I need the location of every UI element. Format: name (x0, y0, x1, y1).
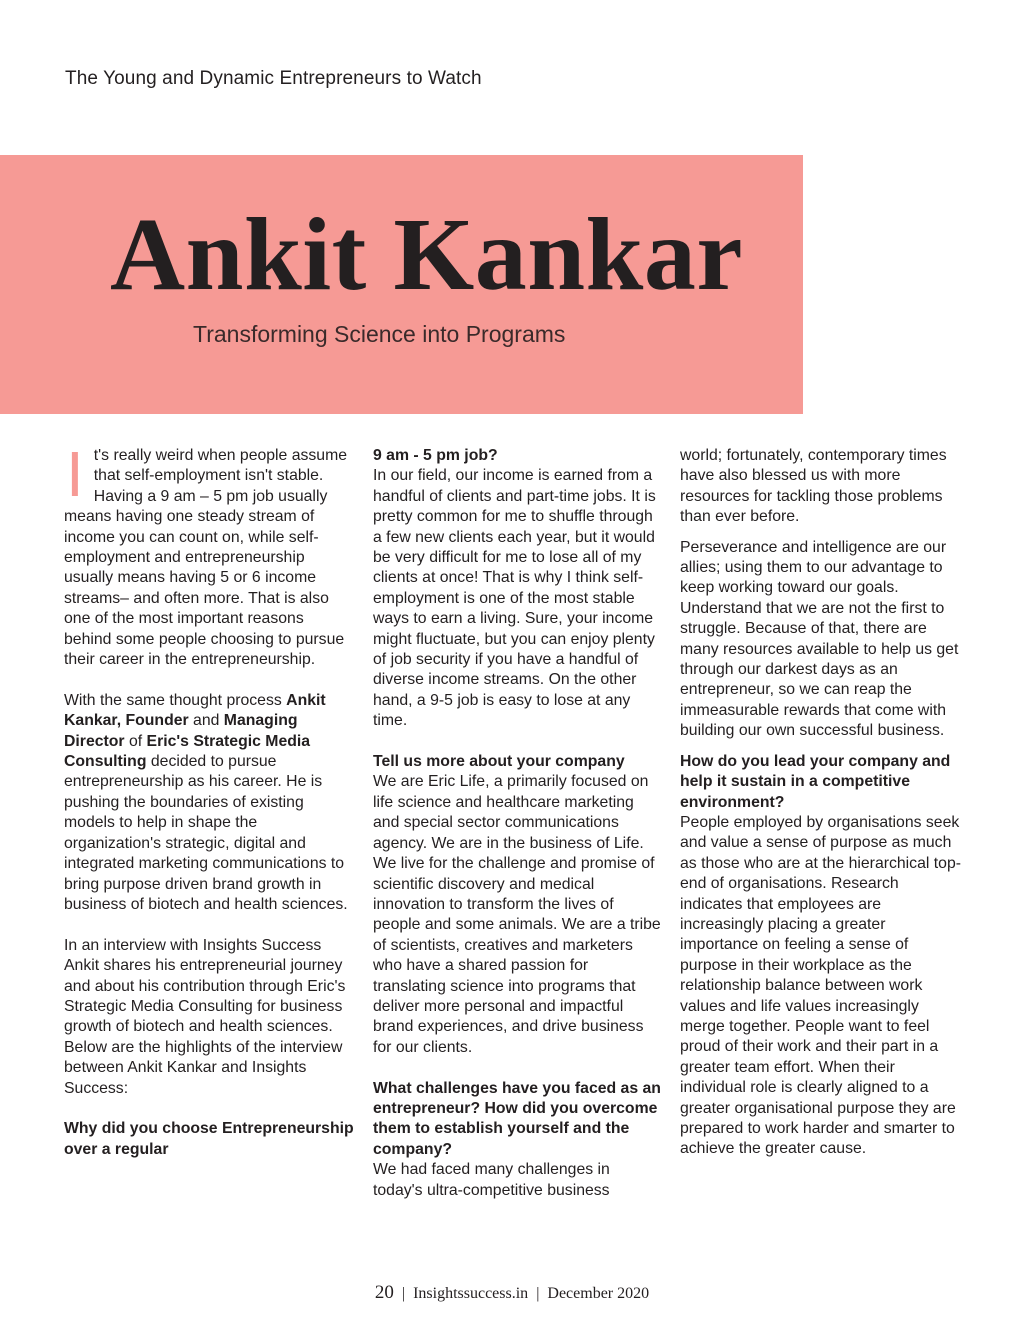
running-head: The Young and Dynamic Entrepreneurs to Watch (65, 68, 482, 89)
person-role: Managing Director (64, 712, 298, 750)
question-text: 9 am - 5 pm job? (373, 447, 498, 464)
dropcap: I (66, 438, 84, 510)
text: of (124, 732, 147, 750)
question-heading: What challenges have you faced as an entrepreneur? How did you overcome them to establish yourself and the company? (373, 1079, 661, 1158)
paragraph (64, 691, 354, 915)
person-name: Ankit Kankar, Founder (64, 691, 326, 730)
issue-date: December 2020 (547, 1285, 650, 1302)
answer-text: In our field, our income is earned from a handful of clients and part-time jobs. It is pretty common for me to shuffle through a few new clients each year, but it would be very difficult for me to lose all of my clients at once! That is why I think self-employment is one of the most stable ways to earn a living. Sure, your income might fluctuate, but you can enjoy plenty of job security if you have a handful of diverse income streams. On the other hand, a 9-5 job is easy to lose at any time. (373, 467, 656, 730)
article-column-1 (64, 438, 354, 1181)
question-heading: Tell us more about your company (373, 753, 625, 771)
question-heading: How do you lead your company and help it sustain in a competitive environment? (680, 752, 951, 811)
question-heading (64, 1119, 354, 1160)
paragraph: In an interview with Insights Success Ankit shares his entrepreneurial journey and about his contribution through Eric's Strategic Media Consulting for business growth of biotech and health sciences. Below are the highlights of the interview between Ankit Kankar and Insights Success: (64, 936, 346, 1097)
paragraph: Perseverance and intelligence are our allies; using them to our advantage to keep working toward our goals. Understand that we are not the first to struggle. Because of that, there are many resources available to help us get through our darkest days as an entrepreneur, so we can reap the immeasurable rewards that come with building our own successful business. (680, 538, 959, 740)
article-column-3 (680, 446, 965, 1180)
question-text: Why did you choose Entrepreneurship over a regular (64, 1120, 354, 1158)
intro-paragraph (64, 438, 354, 670)
intro-text: t's really weird when people assume that self-employment isn't stable. Having a 9 am – 5 pm job usually means having one steady stream of income you can count on, while self-employment and entrepreneurship usually means having 5 or 6 income streams– and often more. That is also one of the most important reasons behind some people choosing to pursue their career in the entrepreneurship. (64, 447, 348, 669)
answer-paragraph (373, 446, 663, 732)
answer-text: We are Eric Life, a primarily focused on life science and healthcare marketing and special sector communications agency. We are in the business of Life. We live for the challenge and promise of scientific discovery and medical innovation to transform the lives of people and some animals. We are a tribe of scientists, creatives and marketers who have a shared passion for translating science into programs that deliver more personal and impactful brand experiences, and drive business for our clients. (373, 773, 661, 1056)
text: decided to pursue entrepreneurship as his career. He is pushing the boundaries of existing models to help in shape the organization's strategic, digital and integrated marketing communications to bring purpose driven brand growth in business of biotech and health sciences. (64, 753, 348, 913)
answer-paragraph (373, 1079, 663, 1201)
article-column-2 (373, 446, 663, 1221)
paragraph: world; fortunately, contemporary times have also blessed us with more resources for tackling those problems than ever before. (680, 447, 947, 526)
text: and (188, 712, 224, 730)
page-number: 20 (374, 1282, 394, 1303)
page-footer (0, 1282, 1024, 1304)
subtitle: Transforming Science into Programs (193, 321, 566, 347)
site-name: Insightssuccess.in (413, 1285, 529, 1302)
text: With the same thought process (64, 691, 287, 709)
page-title: Ankit Kankar (110, 197, 744, 312)
separator: | (536, 1285, 540, 1302)
answer-text: We had faced many challenges in today's ultra-competitive business (373, 1161, 610, 1199)
separator: | (401, 1285, 406, 1302)
answer-paragraph (680, 752, 965, 1160)
answer-paragraph (373, 752, 663, 1058)
title-banner (0, 155, 803, 414)
answer-text: People employed by organisations seek and value a sense of purpose as much as those who are at the hierarchical top-end of organisations. Research indicates that employees are increasingly placing a greater importance on feeling a sense of purpose in their workplace as the relationship balance between work values and life values increasingly merge together. People want to feel proud of their work and their part in a greater team effort. When their individual role is clearly aligned to a greater organisational purpose they are prepared to work harder and smarter to achieve the greater cause. (680, 813, 961, 1158)
company-name: Eric's Strategic Media Consulting (64, 732, 311, 771)
